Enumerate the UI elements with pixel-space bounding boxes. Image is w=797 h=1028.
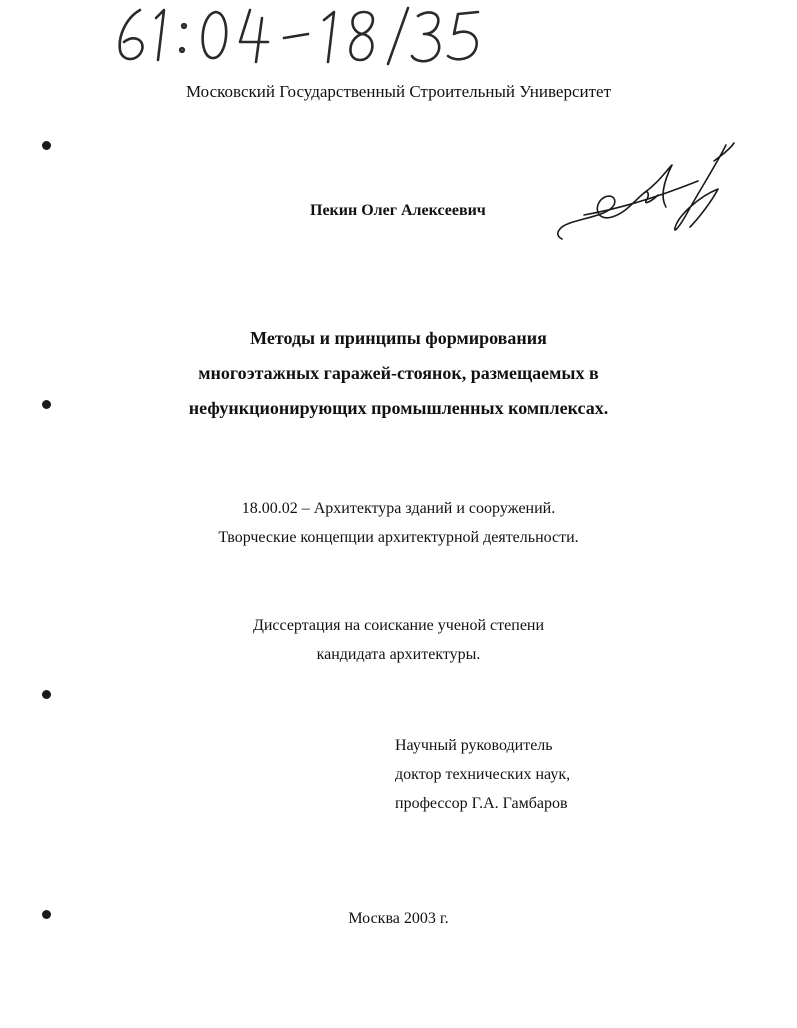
specialty-line: 18.00.02 – Архитектура зданий и сооружений. (241, 500, 556, 517)
specialty-block (0, 494, 797, 552)
supervisor-line: доктор технических наук, (395, 766, 571, 783)
specialty-line: Творческие концепции архитектурной деятельности. (218, 529, 579, 546)
title-line: Методы и принципы формирования (250, 328, 547, 348)
handwritten-archive-number (112, 4, 482, 66)
author-signature (548, 135, 738, 250)
binding-hole-dot (42, 910, 51, 919)
binding-hole-dot (42, 690, 51, 699)
degree-line: Диссертация на соискание ученой степени (252, 617, 545, 634)
binding-hole-dot (42, 400, 51, 409)
degree-line: кандидата архитектуры. (316, 646, 481, 663)
city-year: Москва 2003 г. (348, 910, 449, 927)
binding-hole-dot (42, 141, 51, 150)
supervisor-line: профессор Г.А. Гамбаров (395, 795, 568, 812)
author-name: Пекин Олег Алексеевич (310, 202, 486, 219)
title-line: многоэтажных гаражей-стоянок, размещаемых в (198, 363, 599, 383)
supervisor-line: Научный руководитель (395, 737, 553, 754)
supervisor-block (395, 731, 570, 818)
university-name: Московский Государственный Строительный Университет (185, 82, 612, 101)
degree-statement (0, 611, 797, 669)
dissertation-title (0, 321, 797, 426)
title-line: нефункционирующих промышленных комплексах. (188, 398, 609, 418)
